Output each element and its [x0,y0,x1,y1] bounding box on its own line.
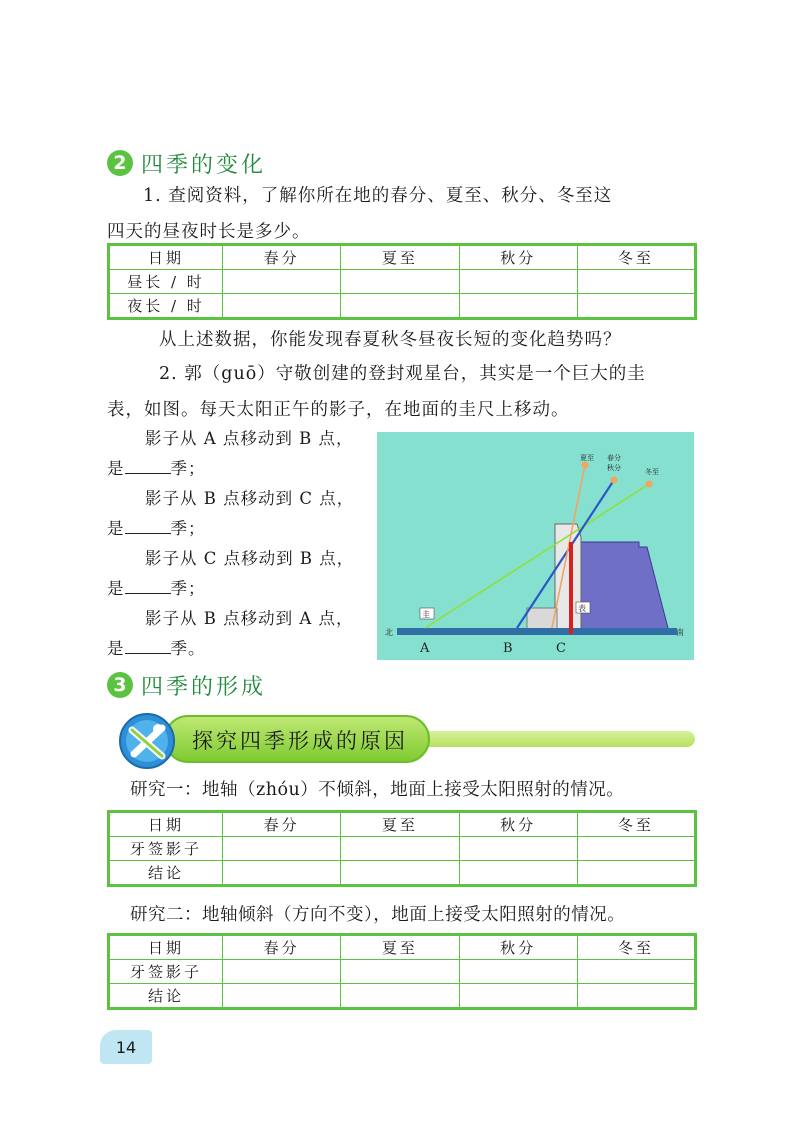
answer-blank[interactable] [125,579,171,594]
question-1-line-2: 四天的昼夜时长是多少。 [107,222,311,242]
point-c-label: C [556,641,566,656]
table-cell[interactable] [341,837,459,861]
table-cell[interactable] [223,861,341,886]
table-row [109,294,696,319]
table-row [109,861,696,886]
table-cell[interactable] [223,837,341,861]
shadow-question-3: 影子从 C 点移动到 B 点， [145,549,355,568]
table-header-cell: 秋分 [459,935,577,960]
table-header-cell: 春分 [223,812,341,837]
row-label: 夜长 / 时 [109,294,223,319]
question-2-text [107,356,697,428]
table-header-cell: 日期 [109,935,223,960]
study-2-table [107,933,697,1010]
winter-sun-marker [646,481,653,488]
shadow-question-1: 影子从 A 点移动到 B 点， [145,429,354,448]
table-header-cell: 秋分 [459,812,577,837]
table-cell[interactable] [459,270,577,294]
answer-line-4: 是 季。 [107,639,206,658]
row-label: 结论 [109,861,223,886]
answer-line-3: 是 季； [107,579,206,598]
table-header-cell: 秋分 [459,245,577,270]
table-cell[interactable] [577,861,695,886]
row-label: 牙签影子 [109,837,223,861]
explore-icon [118,712,176,770]
table-header-cell: 春分 [223,935,341,960]
shadow-question-2: 影子从 B 点移动到 C 点， [145,489,355,508]
label-spring: 春分 [607,454,621,462]
observatory-tower [555,524,581,632]
table-cell[interactable] [341,270,459,294]
question-1-text [107,178,697,250]
section-number-badge: 3 [107,672,133,698]
answer-line-1: 是 季； [107,459,206,478]
study-1-table [107,810,697,887]
table-cell[interactable] [341,861,459,886]
trend-question: 从上述数据，你能发现春夏秋冬昼夜长短的变化趋势吗？ [159,330,622,350]
label-winter: 冬至 [645,468,659,476]
table-cell[interactable] [459,837,577,861]
section-title: 四季的形成 [141,674,267,700]
table-header-cell: 冬至 [577,812,695,837]
label-gui: 圭 [422,610,430,619]
label-biao: 表 [578,604,586,613]
row-label: 昼长 / 时 [109,270,223,294]
table-cell[interactable] [577,294,695,319]
point-a-label: A [420,641,430,656]
label-autumn: 秋分 [607,464,621,472]
table-header-cell: 夏至 [341,812,459,837]
answer-blank[interactable] [125,639,171,654]
summer-sun-marker [582,462,589,469]
table-row [109,270,696,294]
question-2-line-2: 表，如图。每天太阳正午的影子，在地面的圭尺上移动。 [107,400,570,420]
table-cell[interactable] [223,960,341,984]
table-cell[interactable] [223,270,341,294]
section-2-heading [107,146,266,180]
gui-ruler [397,628,677,635]
table-header-cell: 日期 [109,245,223,270]
table-cell[interactable] [459,984,577,1009]
table-cell[interactable] [341,294,459,319]
table-header-row [109,245,696,270]
observatory-diagram [377,432,694,660]
table-cell[interactable] [577,270,695,294]
study-1-text: 研究一：地轴（zhóu）不倾斜，地面上接受太阳照射的情况。 [130,780,625,800]
table-cell[interactable] [459,960,577,984]
table-cell[interactable] [341,960,459,984]
question-2-line-1: 2. 郭（guō）守敬创建的登封观星台，其实是一个巨大的圭 [159,364,646,384]
biao-pole [569,542,573,634]
point-b-label: B [503,641,513,656]
answer-blank[interactable] [125,519,171,534]
table-header-cell: 日期 [109,812,223,837]
table-header-cell: 夏至 [341,245,459,270]
day-night-table [107,243,697,320]
table-cell[interactable] [459,861,577,886]
table-cell[interactable] [223,984,341,1009]
table-header-cell: 春分 [223,245,341,270]
section-title: 四季的变化 [141,152,267,178]
answer-line-2: 是 季； [107,519,206,538]
row-label: 牙签影子 [109,960,223,984]
table-header-cell: 冬至 [577,935,695,960]
table-row [109,984,696,1009]
label-north: 北 [385,628,393,637]
shadow-question-4: 影子从 B 点移动到 A 点， [145,609,354,628]
table-cell[interactable] [577,984,695,1009]
label-summer: 夏至 [580,454,594,462]
table-cell[interactable] [577,837,695,861]
study-2-text: 研究二：地轴倾斜（方向不变），地面上接受太阳照射的情况。 [130,905,626,925]
table-header-cell: 冬至 [577,245,695,270]
table-header-row [109,935,696,960]
table-cell[interactable] [341,984,459,1009]
question-1-line-1: 1. 查阅资料，了解你所在地的春分、夏至、秋分、冬至这 [143,186,613,206]
section-3-heading [107,668,266,702]
table-header-row [109,812,696,837]
page-number: 14 [100,1030,152,1064]
answer-blank[interactable] [125,459,171,474]
table-row [109,960,696,984]
label-south: 南 [676,628,684,637]
table-cell[interactable] [223,294,341,319]
table-cell[interactable] [577,960,695,984]
table-row [109,837,696,861]
equinox-sun-marker [611,477,618,484]
table-header-cell: 夏至 [341,935,459,960]
row-label: 结论 [109,984,223,1009]
section-number-badge: 2 [107,150,133,176]
table-cell[interactable] [459,294,577,319]
banner-title: 探究四季形成的原因 [192,729,408,753]
